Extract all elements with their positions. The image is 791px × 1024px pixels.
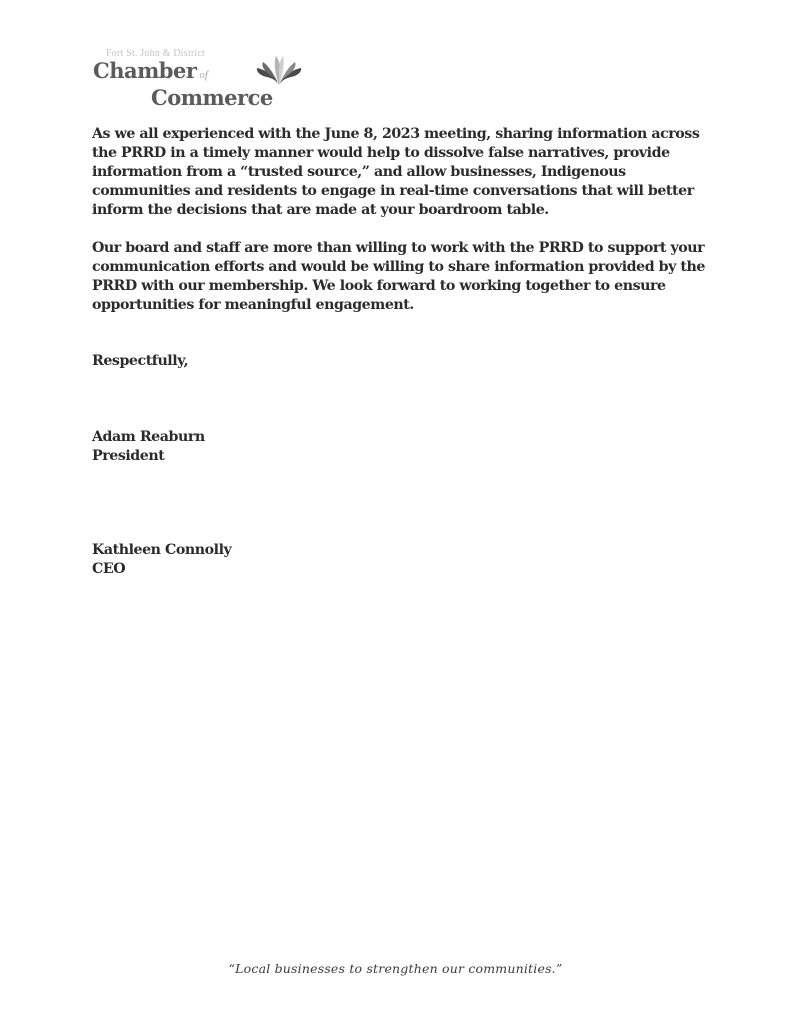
closing: Respectfully, — [92, 353, 189, 369]
logo-of-text: of — [199, 69, 208, 81]
paragraph-line: inform the decisions that are made at your boardroom table. — [92, 202, 549, 218]
signatory-title: CEO — [92, 561, 126, 577]
paragraph-line: communities and residents to engage in real-time conversations that will better — [92, 183, 694, 199]
signatory-name: Kathleen Connolly — [92, 542, 232, 558]
logo-commerce-text: Commerce — [151, 85, 273, 110]
logo-row-chamber — [93, 58, 208, 84]
paragraph-line: opportunities for meaningful engagement. — [92, 297, 414, 313]
paragraph-line: As we all experienced with the June 8, 2023 meeting, sharing information across — [92, 126, 700, 142]
logo-district-text: Fort St. John & District — [106, 48, 205, 59]
footer-tagline: “Local businesses to strengthen our communities.” — [228, 961, 563, 976]
paragraph-1 — [92, 125, 762, 220]
paragraph-line: communication efforts and would be willing to share information provided by the — [92, 259, 705, 275]
logo-chamber-text: Chamber — [93, 58, 197, 83]
paragraph-line: information from a “trusted source,” and allow businesses, Indigenous — [92, 164, 626, 180]
signatory-name: Adam Reaburn — [92, 429, 205, 445]
paragraph-line: the PRRD in a timely manner would help to dissolve false narratives, provide — [92, 145, 670, 161]
paragraph-line: Our board and staff are more than willing to work with the PRRD to support your — [92, 240, 705, 256]
paragraph-line: PRRD with our membership. We look forward to working together to ensure — [92, 278, 666, 294]
fountain-leaf-icon — [253, 52, 305, 86]
signatory-title: President — [92, 448, 165, 464]
paragraph-2 — [92, 239, 762, 315]
signature-block-ceo — [92, 541, 762, 579]
signature-block-president — [92, 428, 762, 466]
chamber-logo — [93, 48, 313, 112]
